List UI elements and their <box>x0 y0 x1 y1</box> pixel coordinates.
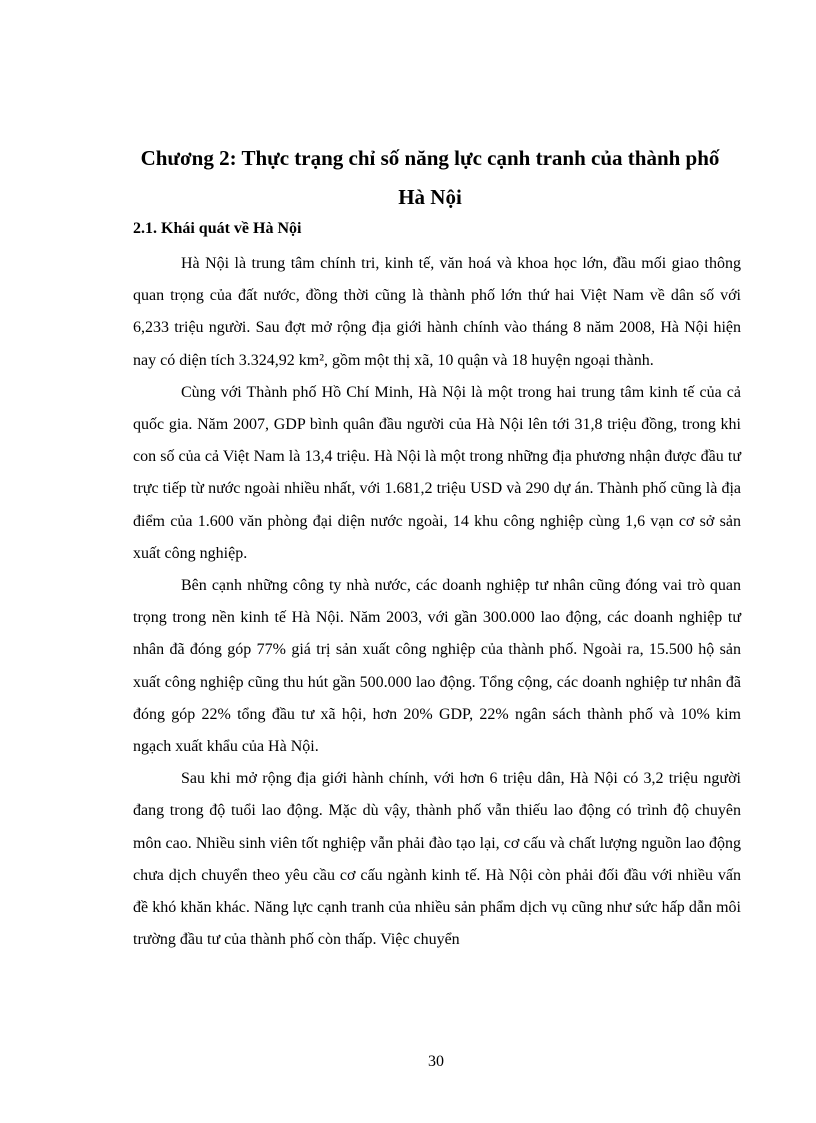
body-text <box>133 248 741 956</box>
page-number: 30 <box>428 1053 444 1070</box>
paragraph: Sau khi mở rộng địa giới hành chính, với hơn 6 triệu dân, Hà Nội có 3,2 triệu người đang trong độ tuổi lao động. Mặc dù vậy, thành phố vẫn thiếu lao động có trình độ chuyên môn cao. Nhiều sinh viên tốt nghiệp vẫn phải đào tạo lại, cơ cấu và chất lượng nguồn lao động chưa dịch chuyển theo yêu cầu cơ cấu ngành kinh tế. Hà Nội còn phải đối đầu với nhiều vấn đề khó khăn khác. Năng lực cạnh tranh của nhiều sản phẩm dịch vụ cũng như sức hấp dẫn môi trường đầu tư của thành phố còn thấp. Việc chuyển <box>133 770 741 949</box>
chapter-title-line-2: Hà Nội <box>398 185 462 209</box>
section-heading: 2.1. Khái quát về Hà Nội <box>133 220 302 237</box>
paragraph: Bên cạnh những công ty nhà nước, các doanh nghiệp tư nhân cũng đóng vai trò quan trọng trong nền kinh tế Hà Nội. Năm 2003, với gần 300.000 lao động, các doanh nghiệp tư nhân đã đóng góp 77% giá trị sản xuất công nghiệp của thành phố. Ngoài ra, 15.500 hộ sản xuất công nghiệp cũng thu hút gần 500.000 lao động. Tổng cộng, các doanh nghiệp tư nhân đã đóng góp 22% tổng đầu tư xã hội, hơn 20% GDP, 22% ngân sách thành phố và 10% kim ngạch xuất khẩu của Hà Nội. <box>133 577 741 756</box>
paragraph: Hà Nội là trung tâm chính tri, kinh tế, văn hoá và khoa học lớn, đầu mối giao thông quan trọng của đất nước, đồng thời cũng là thành phố lớn thứ hai Việt Nam về dân số với 6,233 triệu người. Sau đợt mở rộng địa giới hành chính vào tháng 8 năm 2008, Hà Nội hiện nay có diện tích 3.324,92 km², gồm một thị xã, 10 quận và 18 huyện ngoại thành. <box>133 255 741 369</box>
paragraph: Cùng với Thành phố Hồ Chí Minh, Hà Nội là một trong hai trung tâm kinh tế của cả quốc gia. Năm 2007, GDP bình quân đầu người của Hà Nội lên tới 31,8 triệu đồng, trong khi con số của cả Việt Nam là 13,4 triệu. Hà Nội là một trong những địa phương nhận được đầu tư trực tiếp từ nước ngoài nhiều nhất, với 1.681,2 triệu USD và 290 dự án. Thành phố cũng là địa điểm của 1.600 văn phòng đại diện nước ngoài, 14 khu công nghiệp cùng 1,6 vạn cơ sở sản xuất công nghiệp. <box>133 383 741 562</box>
chapter-title-line-1: Chương 2: Thực trạng chỉ số năng lực cạnh tranh của thành phố <box>140 146 720 170</box>
